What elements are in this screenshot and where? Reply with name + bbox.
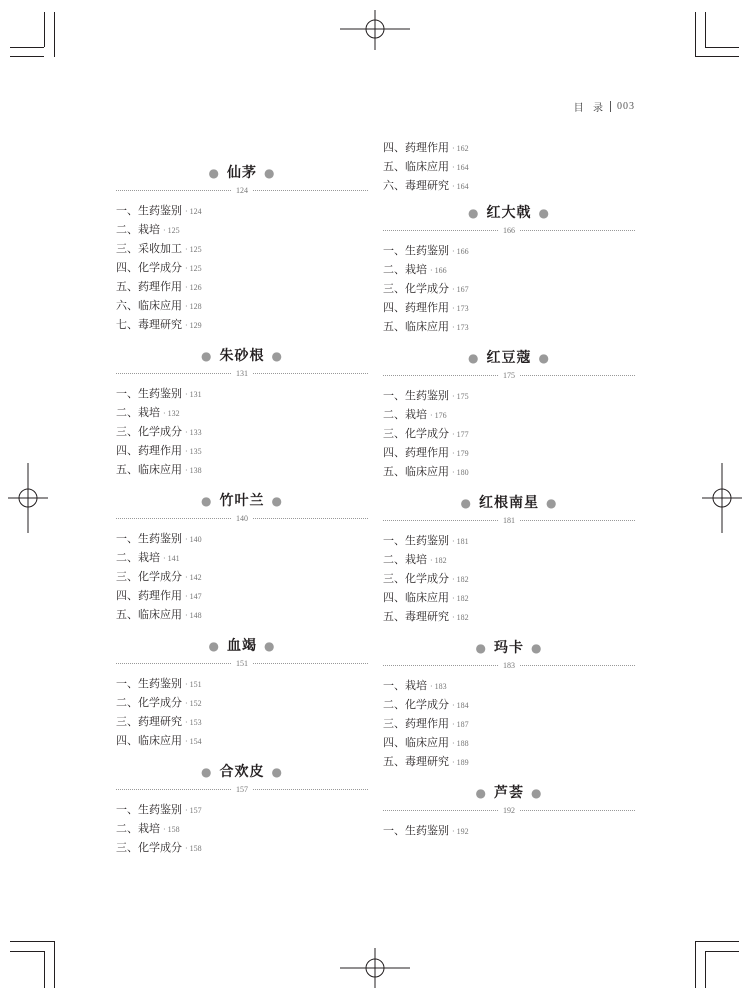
toc-entry-page: · 125 [185, 245, 202, 254]
bullet-dot-icon: ● [271, 494, 283, 508]
crop-mark [10, 47, 44, 48]
toc-entry-page: · 162 [452, 144, 469, 153]
section-title-text: 合欢皮 [219, 764, 265, 780]
toc-entry-label: 一、生药鉴别 [383, 534, 449, 547]
crop-mark [10, 941, 54, 942]
section-page-number: 151 [236, 659, 248, 668]
toc-entry[interactable] [383, 157, 635, 176]
crop-mark [705, 47, 739, 48]
dotted-rule [520, 520, 635, 521]
dotted-rule [253, 789, 368, 790]
toc-section [383, 202, 635, 336]
toc-entry-label: 四、药理作用 [383, 446, 449, 459]
toc-entry[interactable] [383, 676, 635, 695]
toc-entry-label: 七、毒理研究 [116, 318, 182, 331]
toc-entry-page: · 132 [163, 409, 180, 418]
toc-entry-page: · 175 [452, 392, 469, 401]
toc-entry-page: · 140 [185, 535, 202, 544]
bullet-dot-icon: ● [475, 641, 487, 655]
bullet-dot-icon: ● [468, 351, 480, 365]
section-title[interactable] [116, 345, 368, 367]
section-page-number: 192 [503, 806, 515, 815]
toc-entry[interactable] [383, 298, 635, 317]
toc-entry-label: 一、生药鉴别 [383, 824, 449, 837]
toc-entry-label: 二、栽培 [116, 223, 160, 236]
toc-entry-page: · 138 [185, 466, 202, 475]
toc-entry[interactable] [383, 550, 635, 569]
toc-section [383, 347, 635, 481]
header-divider [610, 101, 611, 112]
crop-mark [695, 941, 696, 988]
toc-entry-label: 三、化学成分 [116, 841, 182, 854]
section-title[interactable] [116, 635, 368, 657]
toc-entry-page: · 151 [185, 680, 202, 689]
toc-entry[interactable] [116, 277, 368, 296]
bullet-dot-icon: ● [460, 496, 472, 510]
section-page-number: 183 [503, 661, 515, 670]
dotted-rule [116, 190, 231, 191]
toc-entry-page: · 141 [163, 554, 180, 563]
toc-entry[interactable] [116, 441, 368, 460]
toc-entry-page: · 166 [430, 266, 447, 275]
toc-entry-label: 四、临床应用 [116, 734, 182, 747]
toc-entry-label: 五、药理作用 [116, 280, 182, 293]
toc-entry-label: 五、临床应用 [116, 608, 182, 621]
toc-entry-page: · 183 [430, 682, 447, 691]
toc-entry[interactable] [116, 819, 368, 838]
dotted-rule [116, 373, 231, 374]
toc-entry-label: 六、毒理研究 [383, 179, 449, 192]
toc-entry-page: · 124 [185, 207, 202, 216]
toc-entry[interactable] [116, 239, 368, 258]
toc-entry-page: · 181 [452, 537, 469, 546]
toc-entry-page: · 166 [452, 247, 469, 256]
toc-entry[interactable] [116, 384, 368, 403]
toc-entry-label: 三、化学成分 [383, 282, 449, 295]
toc-entry[interactable] [383, 317, 635, 336]
toc-entry[interactable] [116, 567, 368, 586]
toc-entry[interactable] [116, 258, 368, 277]
toc-entry-page: · 152 [185, 699, 202, 708]
toc-entry[interactable] [116, 586, 368, 605]
bullet-dot-icon: ● [264, 639, 276, 653]
toc-entry[interactable] [116, 296, 368, 315]
toc-entry-label: 一、生药鉴别 [383, 389, 449, 402]
bullet-dot-icon: ● [201, 494, 213, 508]
toc-entry-label: 二、栽培 [383, 408, 427, 421]
section-title-text: 红大戟 [486, 205, 532, 221]
toc-entry-label: 三、化学成分 [116, 425, 182, 438]
toc-left-column [116, 146, 368, 868]
section-title-text: 仙茅 [227, 165, 257, 181]
toc-entry-page: · 182 [452, 594, 469, 603]
toc-entry-label: 二、化学成分 [116, 696, 182, 709]
toc-entry-label: 一、生药鉴别 [116, 677, 182, 690]
toc-entry-label: 一、生药鉴别 [116, 532, 182, 545]
toc-entry-page: · 176 [430, 411, 447, 420]
toc-entry-label: 二、栽培 [116, 822, 160, 835]
section-title-text: 芦荟 [494, 785, 524, 801]
bullet-dot-icon: ● [264, 166, 276, 180]
toc-entry-label: 五、临床应用 [383, 465, 449, 478]
registration-mark-icon [340, 10, 410, 50]
dotted-rule [253, 663, 368, 664]
toc-entry[interactable] [383, 443, 635, 462]
section-rule [383, 369, 635, 382]
toc-entry[interactable] [383, 752, 635, 771]
toc-section [116, 635, 368, 750]
toc-entry-page: · 184 [452, 701, 469, 710]
section-page-number: 166 [503, 226, 515, 235]
bullet-dot-icon: ● [475, 786, 487, 800]
dotted-rule [253, 190, 368, 191]
dotted-rule [116, 663, 231, 664]
crop-mark [695, 56, 739, 57]
section-rule [383, 224, 635, 237]
toc-entry[interactable] [116, 201, 368, 220]
toc-entry-label: 二、栽培 [116, 551, 160, 564]
continued-entries [383, 138, 635, 195]
toc-entry-label: 一、生药鉴别 [116, 803, 182, 816]
toc-entry-page: · 158 [185, 844, 202, 853]
toc-entry-label: 三、化学成分 [116, 570, 182, 583]
toc-entry[interactable] [383, 260, 635, 279]
toc-entry[interactable] [116, 693, 368, 712]
toc-entry[interactable] [116, 403, 368, 422]
toc-entry[interactable] [383, 714, 635, 733]
bullet-dot-icon: ● [208, 166, 220, 180]
toc-entry-label: 三、药理研究 [116, 715, 182, 728]
toc-section [383, 637, 635, 771]
toc-section [116, 345, 368, 479]
section-title-text: 竹叶兰 [219, 493, 265, 509]
toc-entry[interactable] [383, 386, 635, 405]
toc-entry-page: · 135 [185, 447, 202, 456]
toc-entry-page: · 188 [452, 739, 469, 748]
dotted-rule [253, 518, 368, 519]
crop-mark [10, 951, 44, 952]
bullet-dot-icon: ● [201, 349, 213, 363]
toc-section [116, 490, 368, 624]
running-header [574, 99, 635, 114]
section-page-number: 175 [503, 371, 515, 380]
dotted-rule [520, 810, 635, 811]
toc-entry-label: 二、栽培 [116, 406, 160, 419]
toc-entry-page: · 133 [185, 428, 202, 437]
toc-entry[interactable] [383, 176, 635, 195]
toc-entry[interactable] [383, 569, 635, 588]
section-title[interactable] [383, 637, 635, 659]
toc-entry[interactable] [116, 315, 368, 334]
dotted-rule [383, 375, 498, 376]
toc-entry[interactable] [383, 241, 635, 260]
toc-entry-page: · 179 [452, 449, 469, 458]
dotted-rule [116, 789, 231, 790]
toc-entry-page: · 173 [452, 323, 469, 332]
section-title[interactable] [383, 492, 635, 514]
section-title-text: 血竭 [227, 638, 257, 654]
section-rule [383, 804, 635, 817]
section-page-number: 157 [236, 785, 248, 794]
registration-mark-icon [340, 948, 410, 988]
toc-entry-page: · 192 [452, 827, 469, 836]
toc-entry-label: 四、化学成分 [116, 261, 182, 274]
registration-mark-icon [8, 463, 48, 533]
toc-entry-page: · 153 [185, 718, 202, 727]
section-title[interactable] [383, 782, 635, 804]
crop-mark [10, 56, 44, 57]
toc-entry-label: 一、生药鉴别 [383, 244, 449, 257]
toc-entry-page: · 147 [185, 592, 202, 601]
toc-entry-page: · 129 [185, 321, 202, 330]
toc-entry[interactable] [383, 531, 635, 550]
toc-entry[interactable] [116, 838, 368, 857]
toc-entry-page: · 173 [452, 304, 469, 313]
toc-entry-label: 三、化学成分 [383, 427, 449, 440]
toc-entry[interactable] [383, 588, 635, 607]
crop-mark [44, 12, 45, 47]
toc-entry[interactable] [383, 695, 635, 714]
toc-entry-label: 三、采收加工 [116, 242, 182, 255]
toc-entry-label: 五、临床应用 [383, 320, 449, 333]
section-rule [116, 367, 368, 380]
bullet-dot-icon: ● [468, 206, 480, 220]
toc-entry-page: · 182 [430, 556, 447, 565]
section-rule [116, 512, 368, 525]
toc-entry-label: 五、临床应用 [383, 160, 449, 173]
toc-right-column [383, 141, 635, 851]
section-title-text: 玛卡 [494, 640, 524, 656]
toc-entry[interactable] [116, 460, 368, 479]
toc-entry-page: · 125 [185, 264, 202, 273]
crop-mark [44, 951, 45, 988]
toc-section [116, 761, 368, 857]
toc-entry[interactable] [116, 800, 368, 819]
toc-section [116, 162, 368, 334]
dotted-rule [520, 230, 635, 231]
toc-entry-page: · 180 [452, 468, 469, 477]
crop-mark [695, 12, 696, 57]
toc-entry[interactable] [116, 712, 368, 731]
header-page-number: 003 [617, 101, 635, 112]
dotted-rule [520, 375, 635, 376]
crop-mark [705, 951, 739, 952]
section-rule [116, 783, 368, 796]
toc-entry-label: 四、药理作用 [116, 589, 182, 602]
toc-entry-page: · 164 [452, 182, 469, 191]
toc-section [383, 492, 635, 626]
toc-entry[interactable] [116, 529, 368, 548]
dotted-rule [116, 518, 231, 519]
toc-entry-page: · 154 [185, 737, 202, 746]
bullet-dot-icon: ● [531, 786, 543, 800]
toc-entry-page: · 148 [185, 611, 202, 620]
bullet-dot-icon: ● [531, 641, 543, 655]
toc-entry-page: · 125 [163, 226, 180, 235]
toc-entry-page: · 131 [185, 390, 202, 399]
dotted-rule [383, 810, 498, 811]
toc-entry-page: · 187 [452, 720, 469, 729]
toc-entry-label: 四、药理作用 [383, 301, 449, 314]
toc-entry-page: · 126 [185, 283, 202, 292]
toc-entry[interactable] [116, 548, 368, 567]
bullet-dot-icon: ● [271, 765, 283, 779]
section-title[interactable] [383, 202, 635, 224]
crop-mark [705, 12, 706, 47]
dotted-rule [253, 373, 368, 374]
toc-entry-page: · 182 [452, 575, 469, 584]
bullet-dot-icon: ● [546, 496, 558, 510]
toc-entry-label: 五、毒理研究 [383, 610, 449, 623]
section-page-number: 181 [503, 516, 515, 525]
section-page-number: 131 [236, 369, 248, 378]
toc-entry-label: 三、化学成分 [383, 572, 449, 585]
section-title[interactable] [116, 761, 368, 783]
dotted-rule [383, 520, 498, 521]
dotted-rule [383, 230, 498, 231]
toc-entry-label: 四、药理作用 [116, 444, 182, 457]
section-rule [383, 514, 635, 527]
section-title[interactable] [383, 347, 635, 369]
toc-entry[interactable] [383, 733, 635, 752]
toc-entry-label: 五、临床应用 [116, 463, 182, 476]
section-title-text: 朱砂根 [219, 348, 265, 364]
toc-entry-label: 六、临床应用 [116, 299, 182, 312]
toc-entry[interactable] [383, 462, 635, 481]
crop-mark [54, 941, 55, 988]
bullet-dot-icon: ● [538, 206, 550, 220]
crop-mark [705, 951, 706, 988]
toc-entry-label: 四、药理作用 [383, 141, 449, 154]
toc-entry[interactable] [116, 674, 368, 693]
dotted-rule [520, 665, 635, 666]
toc-entry-page: · 167 [452, 285, 469, 294]
toc-entry[interactable] [383, 405, 635, 424]
toc-section [383, 782, 635, 840]
toc-entry-page: · 128 [185, 302, 202, 311]
toc-entry[interactable] [116, 422, 368, 441]
toc-entry-label: 五、毒理研究 [383, 755, 449, 768]
toc-entry-label: 二、栽培 [383, 553, 427, 566]
toc-entry[interactable] [383, 138, 635, 157]
toc-entry[interactable] [116, 731, 368, 750]
section-rule [116, 184, 368, 197]
header-label: 目 录 [573, 103, 604, 114]
toc-entry-label: 二、化学成分 [383, 698, 449, 711]
bullet-dot-icon: ● [208, 639, 220, 653]
section-title-text: 红豆蔻 [486, 350, 532, 366]
toc-entry-label: 四、临床应用 [383, 736, 449, 749]
toc-entry-label: 一、生药鉴别 [116, 204, 182, 217]
crop-mark [54, 12, 55, 57]
toc-entry[interactable] [383, 607, 635, 626]
toc-entry[interactable] [383, 424, 635, 443]
toc-entry-page: · 157 [185, 806, 202, 815]
toc-entry-page: · 142 [185, 573, 202, 582]
toc-entry-label: 一、栽培 [383, 679, 427, 692]
section-title[interactable] [116, 490, 368, 512]
bullet-dot-icon: ● [538, 351, 550, 365]
toc-entry-label: 四、临床应用 [383, 591, 449, 604]
toc-entry-page: · 177 [452, 430, 469, 439]
toc-entry-page: · 189 [452, 758, 469, 767]
registration-mark-icon [702, 463, 742, 533]
toc-entry[interactable] [116, 220, 368, 239]
toc-entry[interactable] [116, 605, 368, 624]
toc-entry-label: 二、栽培 [383, 263, 427, 276]
toc-entry[interactable] [383, 821, 635, 840]
toc-entry-label: 三、药理作用 [383, 717, 449, 730]
section-rule [383, 659, 635, 672]
toc-entry-page: · 182 [452, 613, 469, 622]
toc-entry[interactable] [383, 279, 635, 298]
section-rule [116, 657, 368, 670]
dotted-rule [383, 665, 498, 666]
bullet-dot-icon: ● [271, 349, 283, 363]
toc-entry-label: 一、生药鉴别 [116, 387, 182, 400]
bullet-dot-icon: ● [201, 765, 213, 779]
toc-entry-page: · 164 [452, 163, 469, 172]
crop-mark [695, 941, 739, 942]
section-title-text: 红根南星 [479, 495, 539, 511]
section-page-number: 140 [236, 514, 248, 523]
toc-entry-page: · 158 [163, 825, 180, 834]
section-title[interactable] [116, 162, 368, 184]
section-page-number: 124 [236, 186, 248, 195]
